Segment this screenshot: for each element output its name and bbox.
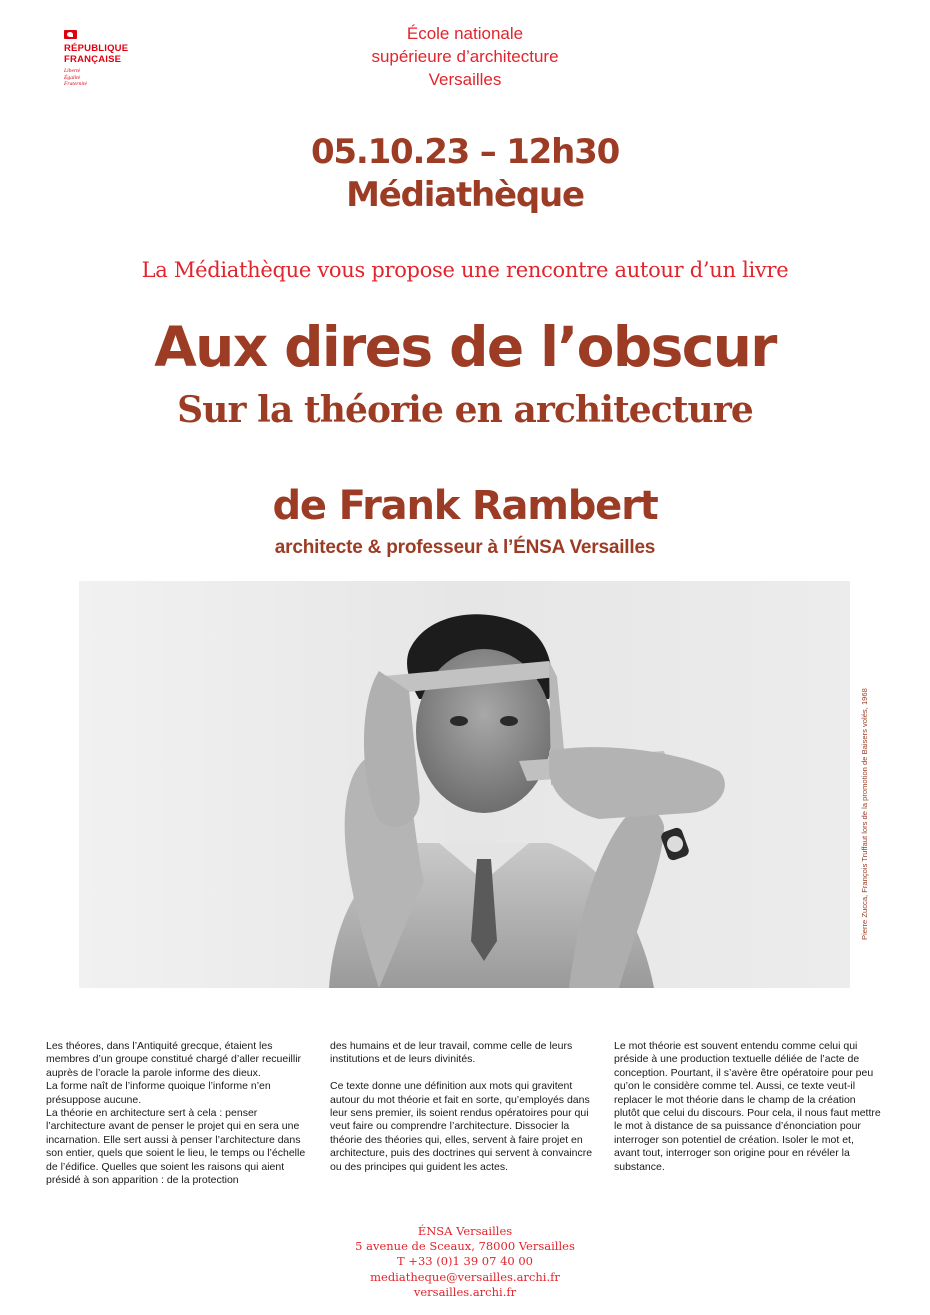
event-datetime: 05.10.23 – 12h30 (310, 132, 620, 172)
event-intro: La Médiathèque vous propose une rencontre autour d’un livre (141, 258, 789, 282)
school-name (0, 22, 930, 91)
footer-name: ÉNSA Versailles (417, 1224, 513, 1238)
author-line (0, 481, 930, 531)
footer-contact (0, 1224, 930, 1300)
event-venue: Médiathèque (346, 175, 584, 215)
text-column-1 (46, 1040, 314, 1187)
footer-address: 5 avenue de Sceaux, 78000 Versailles (355, 1239, 575, 1254)
paragraph: La forme naît de l’informe quoique l’informe n’en présuppose aucune. (46, 1080, 271, 1106)
paragraph: La théorie en architecture sert à cela : penser l’architecture avant de penser le projet qui en sera une incarnation. Elle sert aussi à penser l’architecture dans son entier, quels que soient le lieu, le temps ou l’échelle de l’édifice. Quelles que soient les raisons qui aient présidé à son apparition : de la protection (46, 1107, 306, 1187)
motto-egalite: Égalité (64, 74, 81, 81)
school-name-line-2: supérieure d’architecture (371, 47, 559, 66)
motto-liberte: Liberté (64, 68, 81, 74)
paragraph: des humains et de leur travail, comme celle de leurs institutions et de leurs divinités. (330, 1040, 573, 1066)
footer-website-link[interactable]: versailles.archi.fr (413, 1284, 517, 1299)
motto-fraternite: Fraternité (64, 81, 87, 88)
school-name-line-1: École nationale (406, 24, 524, 43)
book-title: Aux dires de l’obscur (154, 315, 776, 379)
author-prefix: de (272, 483, 326, 529)
author-photo (79, 581, 850, 988)
school-name-line-3: Versailles (428, 70, 502, 89)
footer-email-link[interactable]: mediatheque@versailles.archi.fr (370, 1269, 560, 1284)
author-name: Frank Rambert (338, 483, 658, 529)
footer-phone[interactable]: T +33 (0)1 39 07 40 00 (396, 1254, 533, 1269)
photo-illustration (79, 581, 850, 988)
francaise-label: FRANÇAISE (64, 54, 122, 65)
book-subtitle: Sur la théorie en architecture (177, 389, 753, 431)
paragraph: Le mot théorie est souvent entendu comme celui qui préside à une production textuelle déliée de l’acte de conception. Pourtant, il s’avère être opératoire pour peu qu’on le considère comme tel. Aussi, ce texte veut-il replacer le mot théorie dans le champ de la création plutôt que celui du discours. Pour cela, il nous faut mettre le mot à distance de sa puissance d’énonciation pour interroger son potentiel de création. Isoler le mot et, avant tout, interroger son origine pour en révéler la substance. (614, 1040, 881, 1173)
paragraph: Les théores, dans l’Antiquité grecque, étaient les membres d’un groupe constitué chargé d’aller recueillir auprès de l’oracle la parole informe des dieux. (46, 1040, 302, 1079)
text-column-3 (614, 1040, 882, 1174)
photo-credit: Pierre Zucca, François Truffaut lors de la promotion de Baisers volés, 1968 (860, 688, 869, 940)
republique-label: RÉPUBLIQUE (64, 43, 129, 54)
paragraph: Ce texte donne une définition aux mots qui gravitent autour du mot théorie et fait en sorte, qu’employés dans leur sens premier, ils soient rendus opératoires pour qui veut faire ou comprendre l’architecture. Dissocier la théorie des théories qui, elles, servent à faire projet en architecture, puis des doctrines qui servent à convaincre ou des principes qui guident les actes. (330, 1080, 593, 1173)
text-column-2 (330, 1040, 598, 1174)
author-role: architecte & professeur à l’ÉNSA Versailles (274, 537, 656, 558)
